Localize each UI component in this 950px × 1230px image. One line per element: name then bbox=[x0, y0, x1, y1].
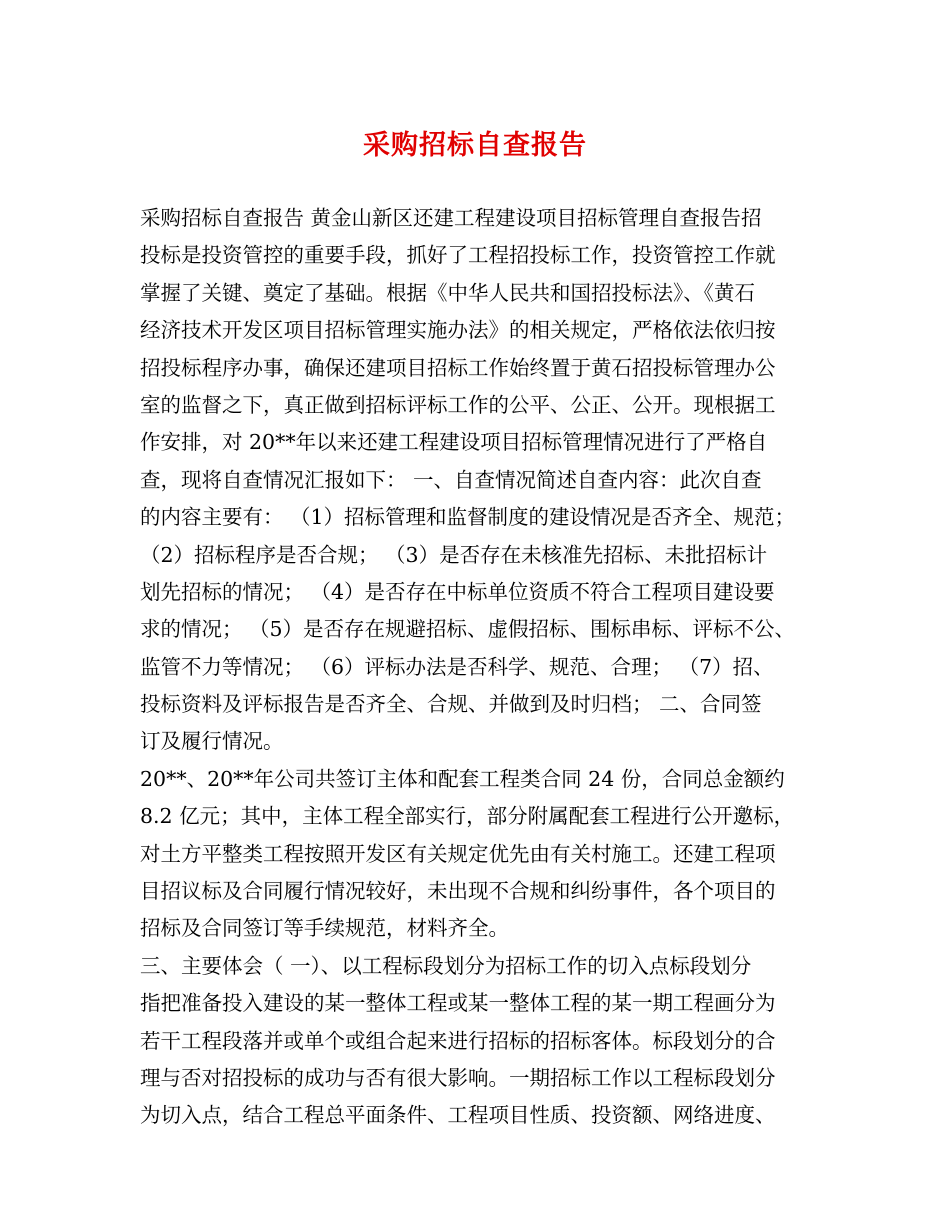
body-line: 采购招标自查报告 黄金山新区还建工程建设项目招标管理自查报告招 bbox=[140, 206, 762, 230]
body-line: 掌握了关键、奠定了基础。根据《中华人民共和国招投标法》、《黄石 bbox=[140, 280, 755, 305]
body-line: 求的情况； （5）是否存在规避招标、虚假招标、围标串标、评标不公、 bbox=[140, 617, 796, 642]
body-line: （2）招标程序是否合规； （3）是否存在未核准先招标、未批招标计 bbox=[140, 542, 768, 567]
body-line: 作安排，对 20**年以来还建工程建设项目招标管理情况进行了严格自 bbox=[140, 430, 768, 455]
body-line: 对土方平整类工程按照开发区有关规定优先由有关村施工。还建工程项 bbox=[140, 841, 776, 866]
body-line: 若干工程段落并或单个或组合起来进行招标的招标客体。标段划分的合 bbox=[140, 1028, 776, 1053]
body-line: 招标及合同签订等手续规范，材料齐全。 bbox=[140, 916, 509, 941]
document-body bbox=[140, 200, 830, 1135]
body-line: 的内容主要有： （1）招标管理和监督制度的建设情况是否齐全、规范； bbox=[140, 505, 796, 530]
body-line: 三、主要体会（ 一）、以工程标段划分为招标工作的切入点标段划分 bbox=[140, 953, 752, 978]
body-line: 室的监督之下，真正做到招标评标工作的公平、公正、公开。现根据工 bbox=[140, 392, 776, 417]
body-line: 投标是投资管控的重要手段，抓好了工程招投标工作，投资管控工作就 bbox=[140, 243, 776, 268]
body-line: 划先招标的情况； （4）是否存在中标单位资质不符合工程项目建设要 bbox=[140, 579, 775, 604]
body-line: 投标资料及评标报告是否齐全、合规、并做到及时归档； 二、合同签 bbox=[140, 692, 762, 717]
body-line: 经济技术开发区项目招标管理实施办法》的相关规定，严格依法依归按 bbox=[140, 318, 776, 343]
body-line: 订及履行情况。 bbox=[140, 729, 284, 754]
body-line: 查，现将自查情况汇报如下： 一、自查情况简述自查内容：此次自查 bbox=[140, 467, 762, 492]
body-line: 8.2 亿元；其中，主体工程全部实行，部分附属配套工程进行公开邀标， bbox=[140, 804, 795, 829]
body-line: 招投标程序办事，确保还建项目招标工作始终置于黄石招投标管理办公 bbox=[140, 355, 776, 380]
body-line: 20**、20**年公司共签订主体和配套工程类合同 24 份，合同总金额约 bbox=[140, 766, 785, 791]
body-line: 目招议标及合同履行情况较好，未出现不合规和纠纷事件，各个项目的 bbox=[140, 879, 776, 904]
body-line: 指把准备投入建设的某一整体工程或某一整体工程的某一期工程画分为 bbox=[140, 991, 776, 1016]
body-line: 为切入点，结合工程总平面条件、工程项目性质、投资额、网络进度、 bbox=[140, 1103, 776, 1128]
body-line: 理与否对招投标的成功与否有很大影响。一期招标工作以工程标段划分 bbox=[140, 1065, 776, 1090]
body-line: 监管不力等情况； （6）评标办法是否科学、规范、合理； （7）招、 bbox=[140, 654, 774, 679]
document-title: 采购招标自查报告 bbox=[363, 130, 587, 161]
